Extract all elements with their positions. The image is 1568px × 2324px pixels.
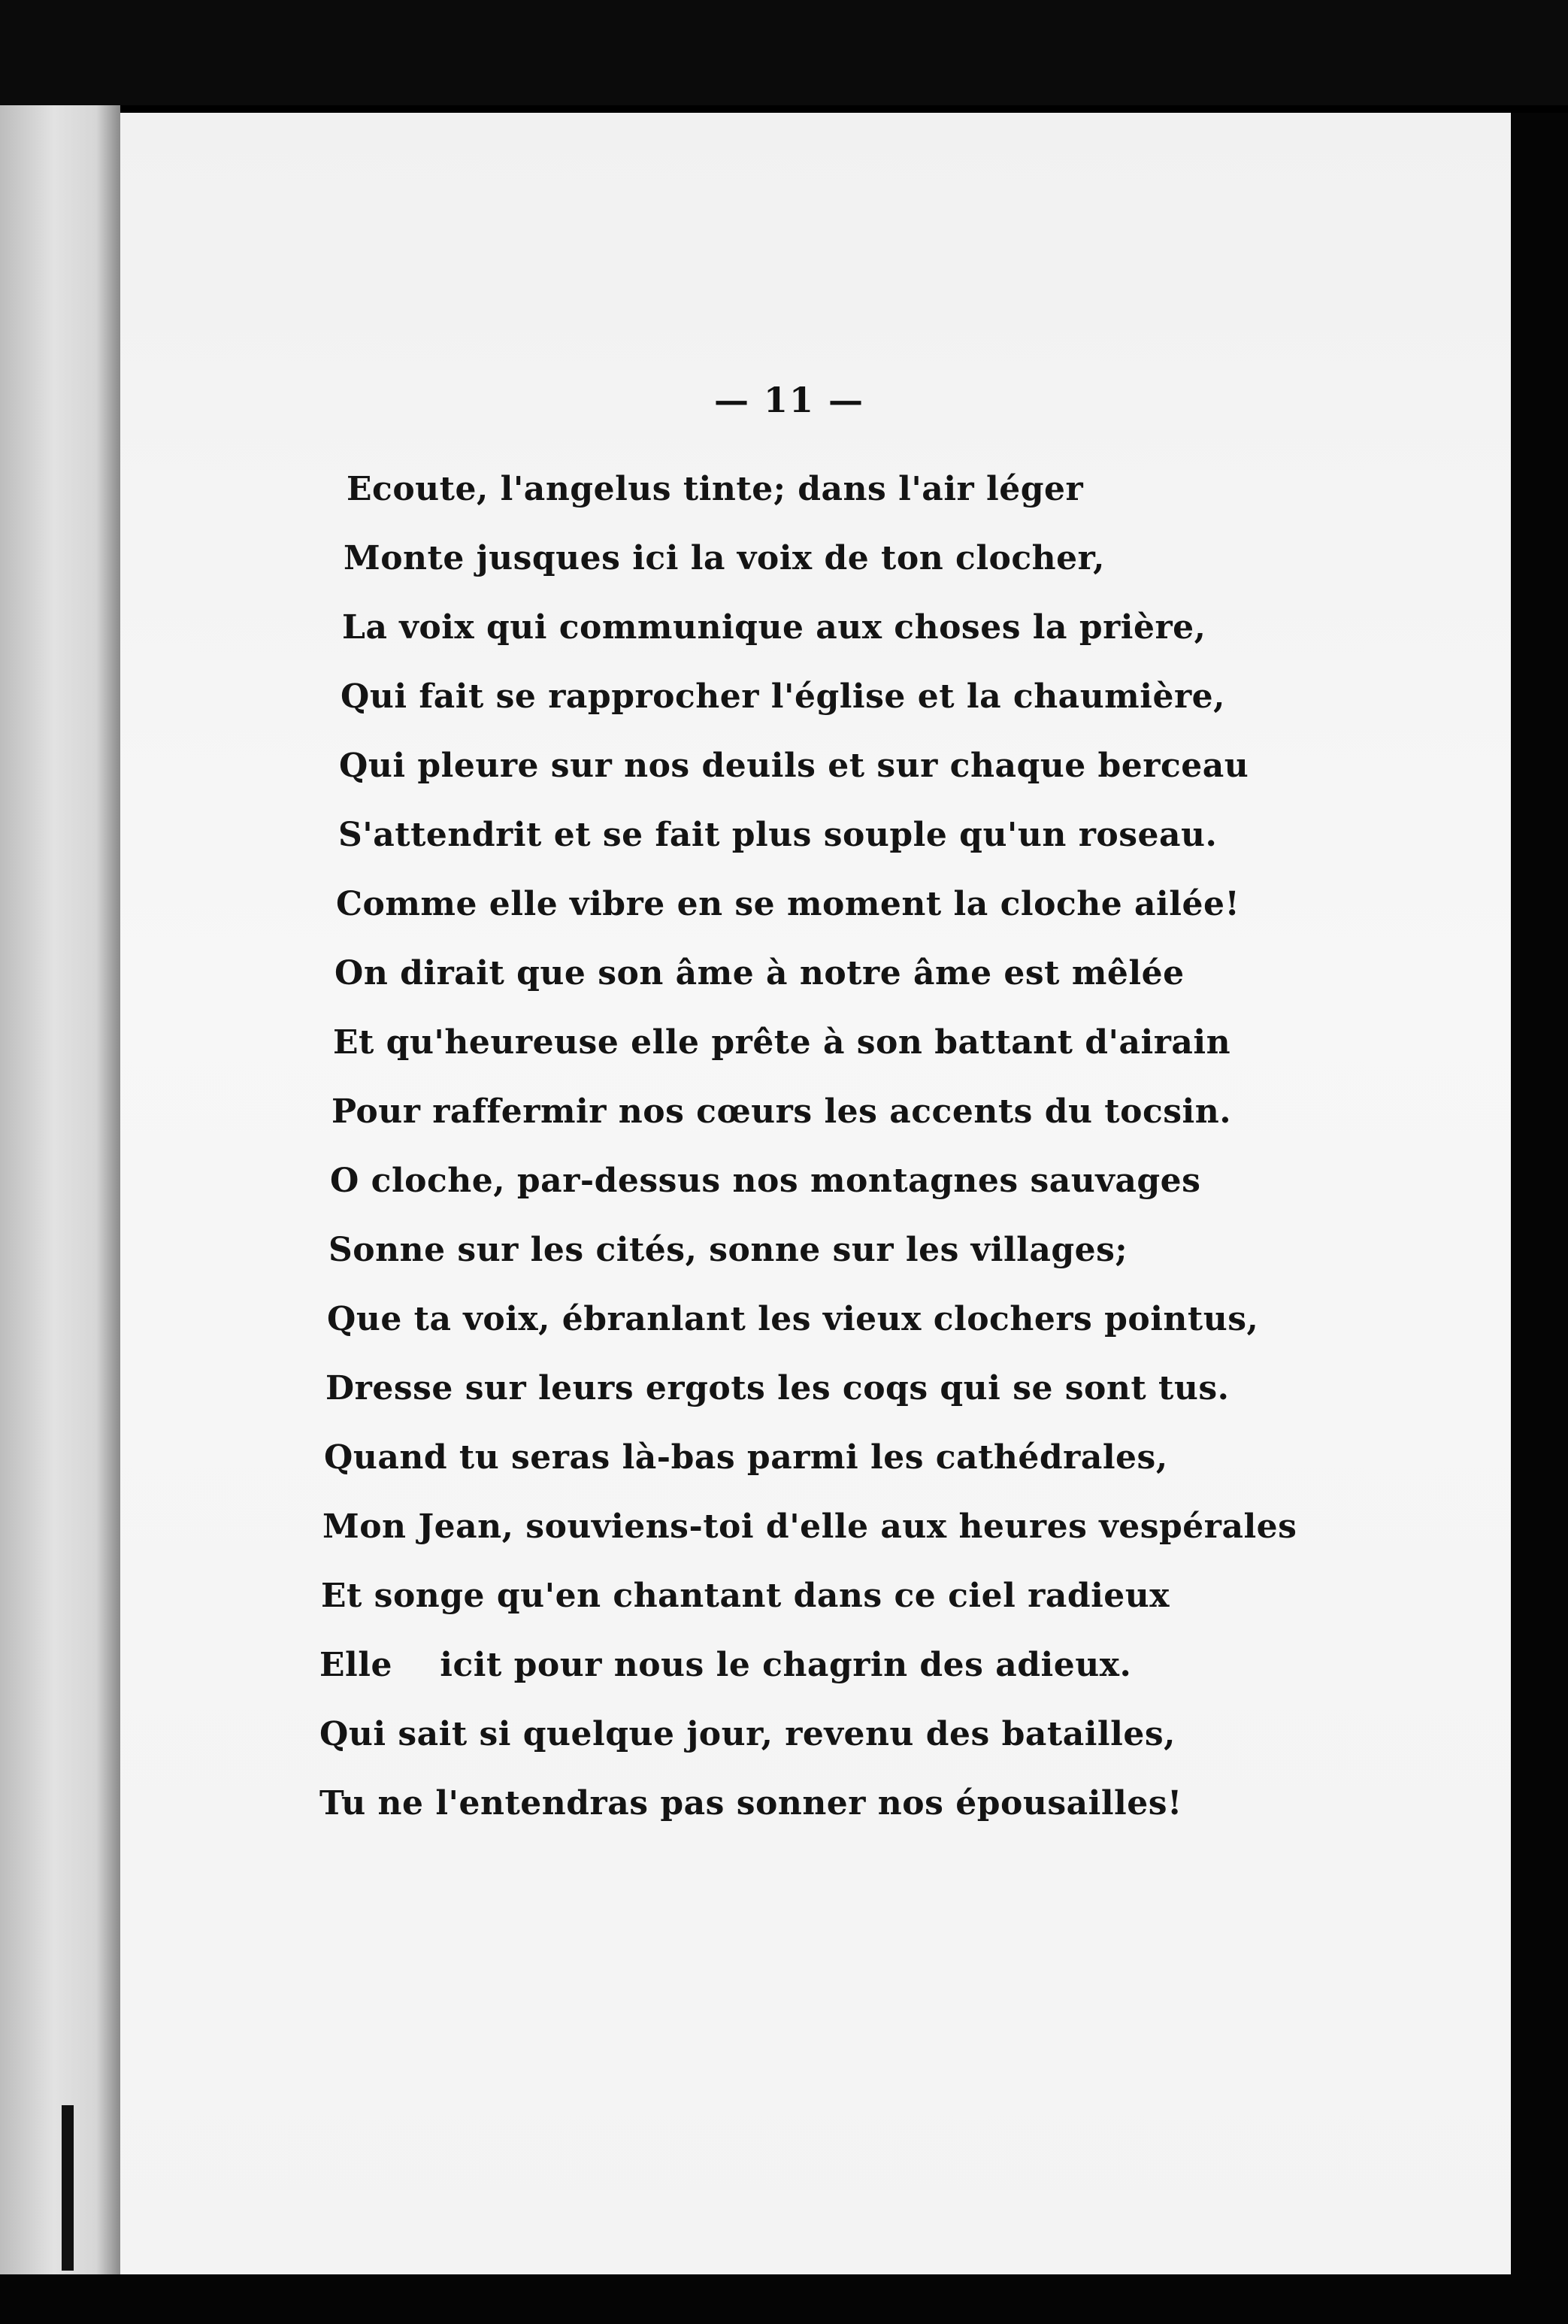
poem-line: Pour raffermir nos cœurs les accents du tocsin. xyxy=(331,1092,1232,1131)
poem-line: Dresse sur leurs ergots les coqs qui se sont tus. xyxy=(325,1369,1230,1407)
poem-line: Monte jusques ici la voix de ton clocher, xyxy=(344,539,1105,577)
poem-line: Et songe qu'en chantant dans ce ciel radieux xyxy=(321,1577,1170,1615)
scan-top-border xyxy=(0,0,1568,105)
scan-right-border xyxy=(1511,113,1568,2324)
poem-line: Mon Jean, souviens-toi d'elle aux heures vespérales xyxy=(322,1507,1297,1546)
poem-stanza xyxy=(319,455,1297,1838)
page-number: — 11 — xyxy=(713,380,865,420)
scan-bottom-border xyxy=(0,2274,1568,2324)
poem-line: Quand tu seras là-bas parmi les cathédrales, xyxy=(324,1438,1168,1477)
poem-line: Comme elle vibre en se moment la cloche ailée! xyxy=(336,885,1240,923)
poem-line: O cloche, par-dessus nos montagnes sauvages xyxy=(330,1162,1201,1200)
poem-line: Elle icit pour nous le chagrin des adieux. xyxy=(319,1646,1132,1684)
poem-line: La voix qui communique aux choses la prière, xyxy=(342,608,1206,647)
poem-line: Qui pleure sur nos deuils et sur chaque berceau xyxy=(339,747,1249,785)
poem-line: Que ta voix, ébranlant les vieux clochers pointus, xyxy=(327,1300,1259,1338)
binding-shadow xyxy=(62,2105,74,2271)
poem-line: On dirait que son âme à notre âme est mêlée xyxy=(334,954,1185,992)
poem-line: Qui sait si quelque jour, revenu des batailles, xyxy=(319,1715,1176,1753)
facing-page-edge xyxy=(0,105,120,2286)
poem-line: Et qu'heureuse elle prête à son battant d'airain xyxy=(333,1023,1231,1062)
poem-line: Tu ne l'entendras pas sonner nos épousailles! xyxy=(319,1784,1182,1823)
poem-line: S'attendrit et se fait plus souple qu'un roseau. xyxy=(338,816,1218,854)
poem-line: Ecoute, l'angelus tinte; dans l'air léger xyxy=(347,470,1084,508)
poem-line: Qui fait se rapprocher l'église et la chaumière, xyxy=(341,677,1225,716)
poem-line: Sonne sur les cités, sonne sur les villages; xyxy=(328,1231,1128,1269)
